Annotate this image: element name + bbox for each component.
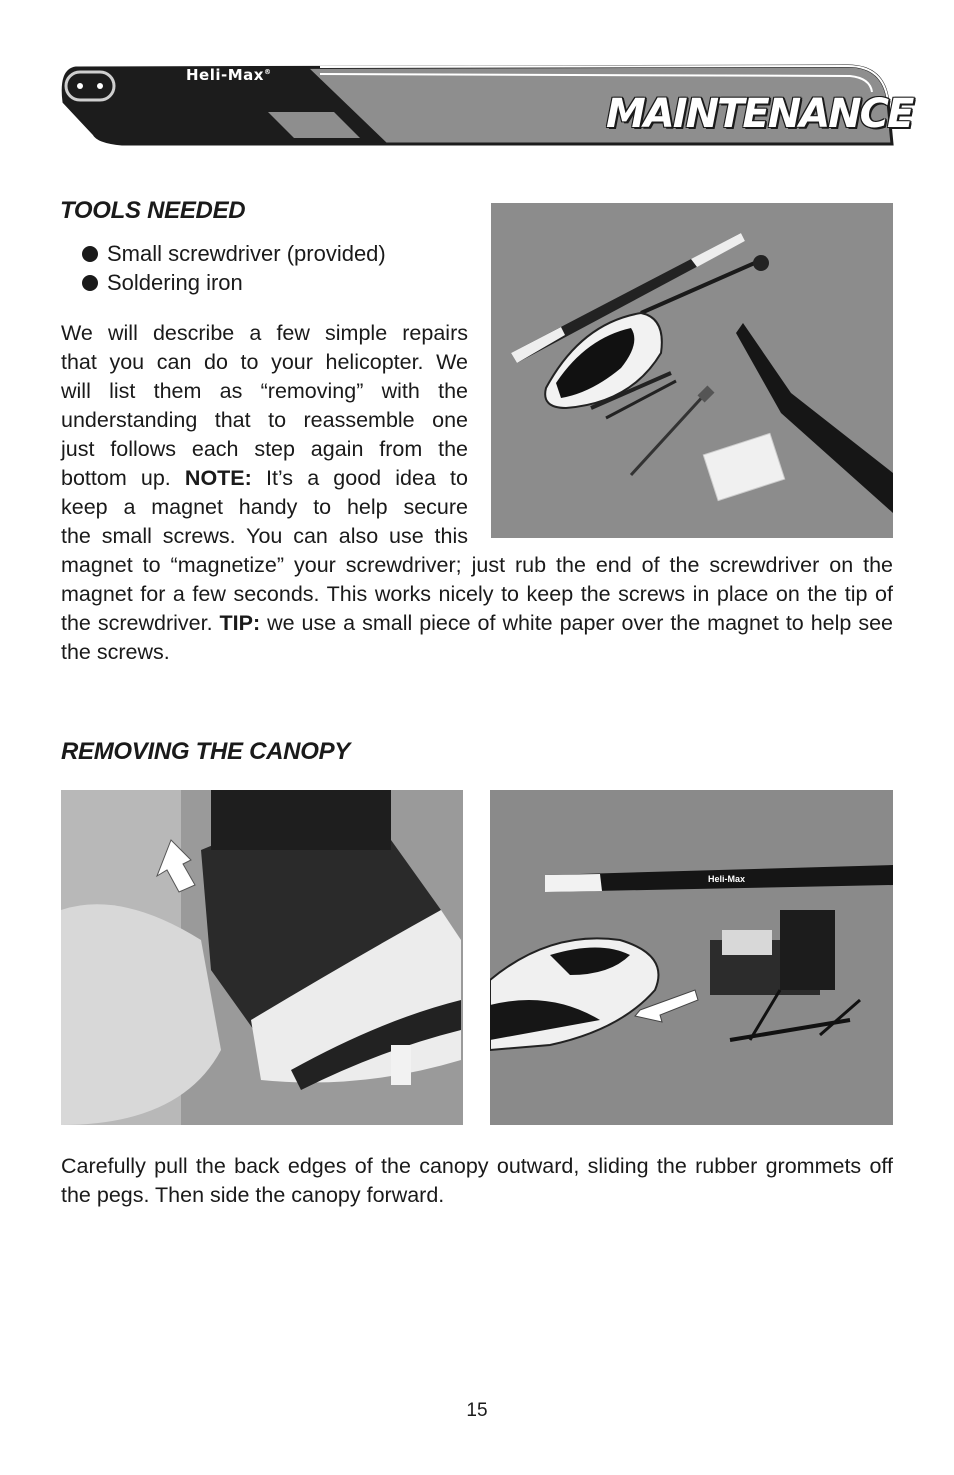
canopy-photo-pull	[61, 790, 463, 1125]
tools-photo	[491, 203, 893, 538]
intro-paragraph: We will describe a few simple repairs that you can do to your helicopter. We will list them as “removing” with the understanding that to reassemble one just follows each step again from the bottom up. NOTE: It’s a good idea to keep a magnet handy to help secure the small screws. You can also use this magnet to “magnetize” your screwdriver; just rub the end of the screwdriver on the magnet for a few seconds. This works nicely to keep the screws in place on the tip of the screwdriver. TIP: we use a small piece of white paper over the magnet to help see the screws.	[61, 321, 893, 664]
tip-label: TIP:	[219, 611, 261, 635]
list-item: Small screwdriver (provided)	[82, 239, 386, 268]
tools-heading: TOOLS NEEDED	[60, 197, 246, 224]
list-item: Soldering iron	[82, 268, 386, 297]
bullet-icon	[82, 246, 98, 262]
canopy-heading: REMOVING THE CANOPY	[61, 738, 350, 765]
brand-logo: Heli-Max®	[186, 66, 272, 84]
page-number: 15	[466, 1400, 488, 1421]
page-title: MAINTENANCE	[606, 91, 913, 137]
canopy-photo-slide	[490, 790, 893, 1125]
rotor-brand-label: Heli-Max	[708, 874, 746, 884]
note-label: NOTE:	[184, 466, 252, 490]
bullet-icon	[82, 275, 98, 291]
canopy-instructions: Carefully pull the back edges of the canopy outward, sliding the rubber grommets off the pegs. Then side the canopy forward.	[61, 1154, 893, 1207]
tools-list	[82, 239, 386, 297]
